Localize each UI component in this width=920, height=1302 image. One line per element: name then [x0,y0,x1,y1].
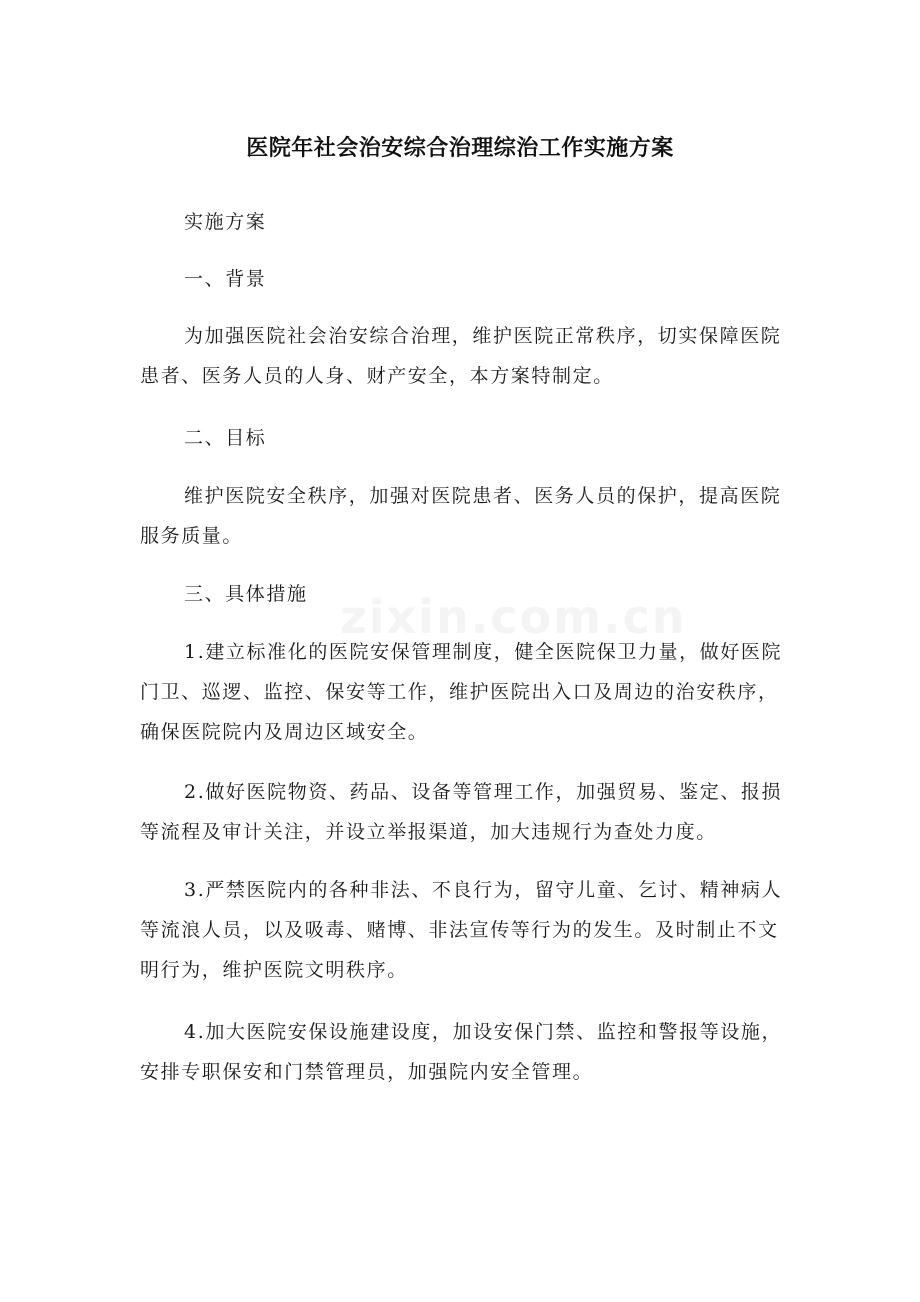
measure-item-1: 1.建立标准化的医院安保管理制度，健全医院保卫力量，做好医院门卫、巡逻、监控、保安等工作，维护医院出入口及周边的治安秩序，确保医院院内及周边区域安全。 [140,641,783,743]
measure-item-3: 3.严禁医院内的各种非法、不良行为，留守儿童、乞讨、精神病人等流浪人员，以及吸毒、赌博、非法宣传等行为的发生。及时制止不文明行为，维护医院文明秩序。 [140,879,783,981]
document-title: 医院年社会治安综合治理综治工作实施方案 [246,136,674,161]
paragraph-background: 为加强医院社会治安综合治理，维护医院正常秩序，切实保障医院患者、医务人员的人身、财产安全，本方案特制定。 [140,325,782,387]
watermark: zixin.com.cn [340,590,687,644]
section-heading-background: 一、背景 [184,268,267,290]
section-heading-goal: 二、目标 [184,427,267,449]
measure-item-4: 4.加大医院安保设施建设度，加设安保门禁、监控和警报等设施，安排专职保安和门禁管理员，加强院内安全管理。 [140,1021,783,1083]
measure-item-2: 2.做好医院物资、药品、设备等管理工作，加强贸易、鉴定、报损等流程及审计关注，并设立举报渠道，加大违规行为查处力度。 [140,781,783,843]
paragraph-goal: 维护医院安全秩序，加强对医院患者、医务人员的保护，提高医院服务质量。 [140,485,782,547]
section-heading-measures: 三、具体措施 [184,583,308,605]
section-heading-plan: 实施方案 [184,211,267,233]
